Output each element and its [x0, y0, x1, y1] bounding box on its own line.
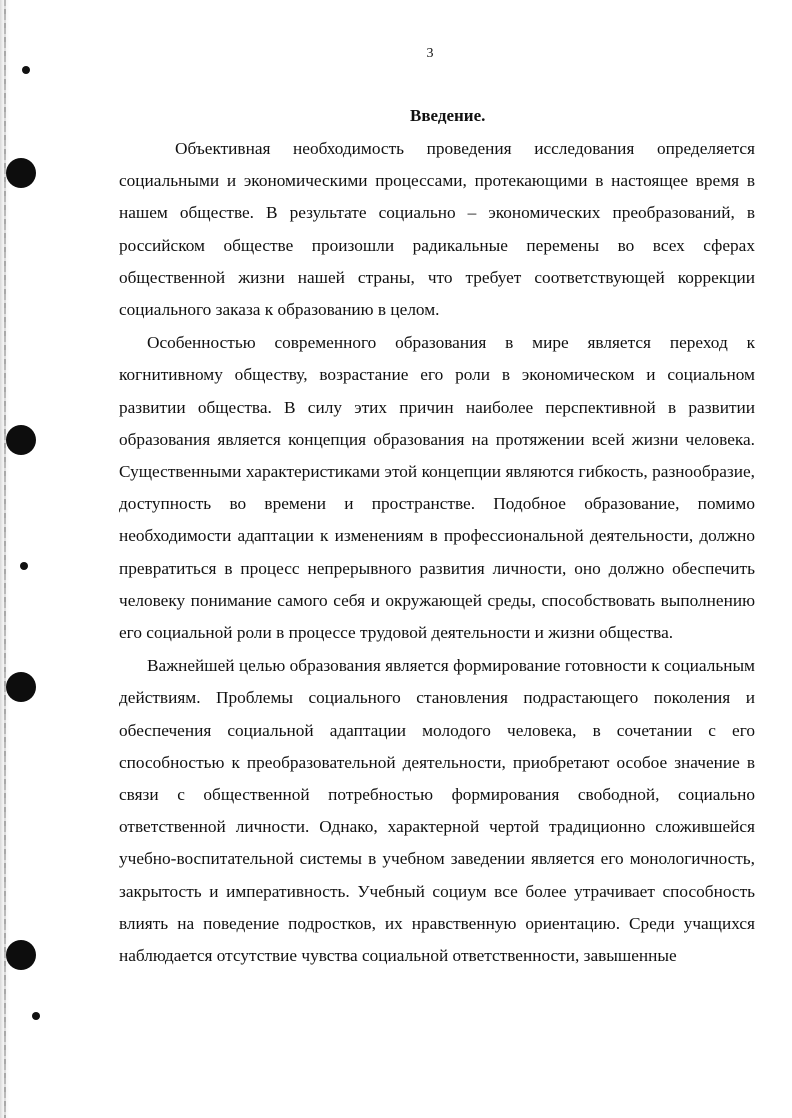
punch-hole — [6, 672, 36, 702]
punch-mark — [32, 1012, 40, 1020]
paragraph: Важнейшей целью образования является формирование готовности к социальным действиям. Проблемы социального становления подрастающего поколения и обеспечения социальной адаптации молодого человека, в сочетании с его способностью к преобразовательной деятельности, приобретают особое значение в связи с общественной потребностью формирования свободной, социально ответственной личности. Однако, характерной чертой традиционно сложившейся учебно-воспитательной системы в учебном заведении является его монологичность, закрытость и императивность. Учебный социум все более утрачивает способность влиять на поведение подростков, их нравственную ориентацию. Среди учащихся наблюдается отсутствие чувства социальной ответственности, завышенные — [119, 656, 755, 966]
punch-mark — [22, 66, 30, 74]
paragraph: Объективная необходимость проведения исследования определяется социальными и экономическими процессами, протекающими в настоящее время в нашем обществе. В результате социально – экономических преобразований, в российском обществе произошли радикальные перемены во всех сферах общественной жизни нашей страны, что требует соответствующей коррекции социального заказа к образованию в целом. — [119, 139, 755, 320]
body-text — [119, 133, 755, 972]
punch-mark — [20, 562, 28, 570]
paragraph: Особенностью современного образования в мире является переход к когнитивному обществу, возрастание его роли в экономическом и социальном развитии общества. В силу этих причин наиболее перспективной в развитии образования является концепция образования на протяжении всей жизни человека. Существенными характеристиками этой концепции являются гибкость, разнообразие, доступность во времени и пространстве. Подобное образование, помимо необходимости адаптации к изменениям в профессиональной деятельности, должно превратиться в процесс непрерывного развития личности, оно должно обеспечить человеку понимание самого себя и окружающей среды, способствовать выполнению его социальной роли в процессе трудовой деятельности и жизни общества. — [119, 333, 755, 643]
punch-hole — [6, 425, 36, 455]
section-title: Введение. — [410, 106, 486, 125]
punch-hole — [6, 940, 36, 970]
punch-hole — [6, 158, 36, 188]
page-number: 3 — [426, 46, 434, 61]
